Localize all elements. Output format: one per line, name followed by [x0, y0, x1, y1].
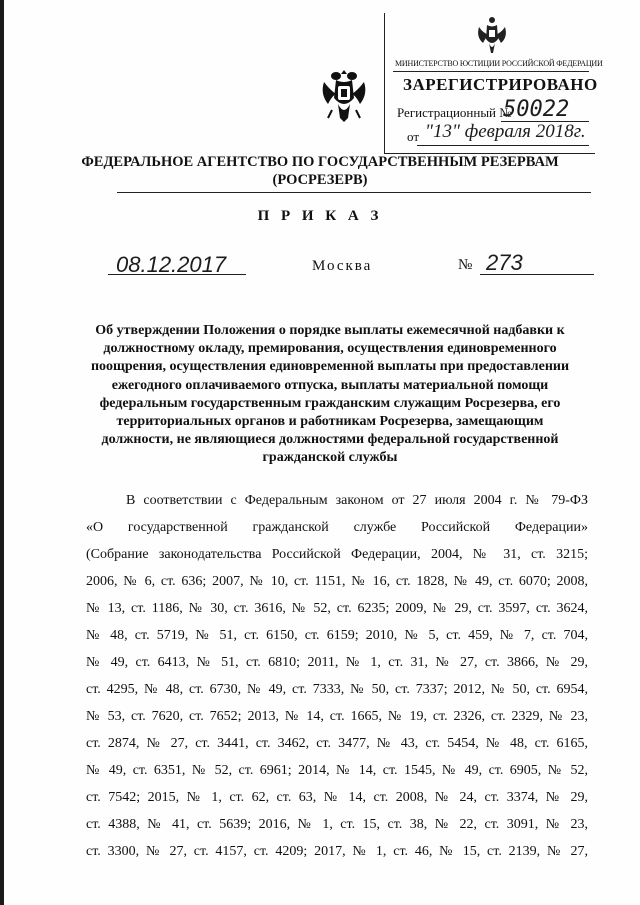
- coat-of-arms-emblem: [318, 64, 370, 126]
- body-line: № 48, ст. 5719, № 51, ст. 6150, ст. 6159; 2010, № 5, ст. 459, № 7, ст. 704,: [86, 628, 588, 643]
- body-line: № 49, ст. 6413, № 51, ст. 6810; 2011, № 1, ст. 31, № 27, ст. 3866, № 29,: [86, 655, 588, 670]
- city: Москва: [312, 258, 373, 274]
- body-line: 2006, № 6, ст. 636; 2007, № 10, ст. 1151, № 16, ст. 1828, № 49, ст. 6070; 2008,: [86, 574, 588, 589]
- stamp-regno-label: Регистрационный №: [397, 105, 512, 120]
- stamp-date-underline: [417, 145, 589, 146]
- document-type-title: П Р И К А З: [257, 208, 383, 224]
- stamp-date-label: от: [407, 129, 420, 144]
- order-number-underline: [480, 274, 594, 275]
- body-line: ст. 4388, № 41, ст. 5639; 2016, № 1, ст. 15, ст. 38, № 22, ст. 3091, № 23,: [86, 817, 588, 832]
- agency-short-name: (РОСРЕЗЕРВ): [272, 172, 368, 188]
- body-line: № 49, ст. 6351, № 52, ст. 6961; 2014, № 14, ст. 1545, № 49, ст. 6905, № 52,: [86, 763, 588, 778]
- order-subject: Об утверждении Положения о порядке выплаты ежемесячной надбавки к должностному окладу, премирования, осуществления единовременного поощрения, осуществления единовременной выплаты при предоставлении ежегодного оплачиваемого отпуска, выплаты материальной помощи федеральным государственным гражданским служащим Росрезерва, его территориальных органов и работникам Росрезерва, замещающим должности, не являющиеся должностями федеральной государственной гражданской службы: [90, 323, 570, 466]
- body-line: ст. 2874, № 27, ст. 3441, ст. 3462, ст. 3477, № 43, ст. 5454, № 48, ст. 6165,: [86, 736, 588, 751]
- agency-name: ФЕДЕРАЛЬНОЕ АГЕНТСТВО ПО ГОСУДАРСТВЕННЫМ РЕЗЕРВАМ: [81, 154, 559, 170]
- order-number: 273: [486, 250, 523, 275]
- registration-stamp: [384, 13, 603, 154]
- stamp-date-value: "13" февраля 2018г.: [425, 121, 586, 142]
- body-line: ст. 3300, № 27, ст. 4157, ст. 4209; 2017, № 1, ст. 46, № 15, ст. 2139, № 27,: [86, 844, 588, 859]
- body-line: (Собрание законодательства Российской Федерации, 2004, № 31, ст. 3215;: [86, 547, 588, 562]
- stamp-divider: [393, 71, 589, 72]
- stamp-registered-text: ЗАРЕГИСТРИРОВАНО: [403, 75, 598, 94]
- order-date: 08.12.2017: [116, 252, 227, 277]
- body-line: «О государственной гражданской службе Российской Федерации»: [86, 520, 588, 535]
- number-sign: №: [458, 257, 473, 273]
- body-line: ст. 7542; 2015, № 1, ст. 62, ст. 63, № 14, ст. 2008, № 24, ст. 3374, № 29,: [86, 790, 588, 805]
- header-rule: [117, 192, 591, 193]
- stamp-ministry-text: МИНИСТЕРСТВО ЮСТИЦИИ РОССИЙСКОЙ ФЕДЕРАЦИИ: [395, 59, 603, 68]
- order-date-underline: [108, 274, 246, 275]
- stamp-regno-value: 50022: [503, 97, 570, 122]
- body-line: В соответствии с Федеральным законом от 27 июля 2004 г. № 79-ФЗ: [126, 493, 588, 508]
- body-line: ст. 4295, № 48, ст. 6730, № 49, ст. 7333, № 50, ст. 7337; 2012, № 50, ст. 6954,: [86, 682, 588, 697]
- body-line: № 53, ст. 7620, ст. 7652; 2013, № 14, ст. 1665, № 19, ст. 2326, ст. 2329, № 23,: [86, 709, 588, 724]
- stamp-emblem-icon: [475, 15, 509, 55]
- scan-edge: [0, 0, 4, 905]
- body-line: № 13, ст. 1186, № 30, ст. 3616, № 52, ст. 6235; 2009, № 29, ст. 3597, ст. 3624,: [86, 601, 588, 616]
- order-body: [86, 487, 588, 865]
